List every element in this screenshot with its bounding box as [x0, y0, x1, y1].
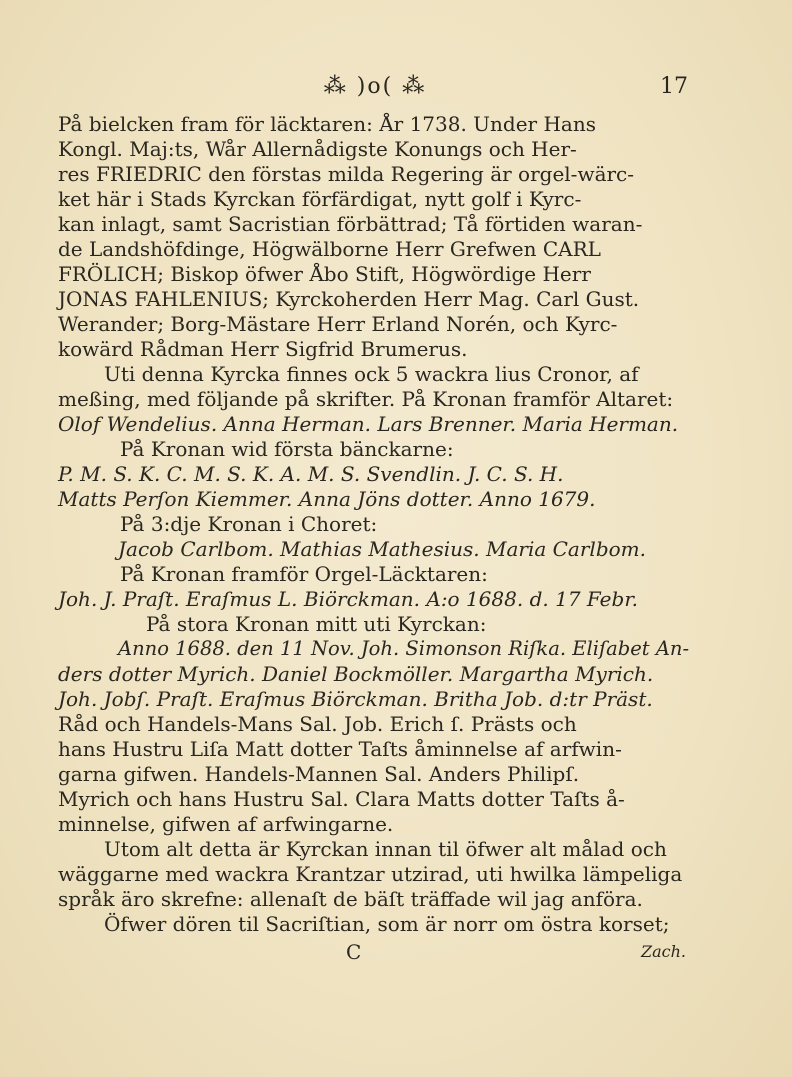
page-number: 17 — [660, 74, 688, 99]
text-line: Jacob Carlbom. Mathias Mathesius. Maria Carlbom. — [118, 537, 646, 561]
text-line: På Kronan framför Orgel-Läcktaren: — [120, 562, 488, 586]
text-line: På 3:dje Kronan i Choret: — [120, 512, 378, 536]
text-line: kowärd Rådman Herr Sigfrid Brumerus. — [58, 337, 468, 361]
text-line: JONAS FAHLENIUS; Kyrckoherden Herr Mag. Carl Gust. — [58, 287, 640, 311]
text-line: ket här i Stads Kyrckan förfärdigat, nytt golf i Kyrc- — [58, 187, 582, 211]
text-line: res FRIEDRIC den förstas milda Regering är orgel-wärc- — [58, 162, 635, 186]
text-line: På bielcken fram för läcktaren: År 1738. Under Hans — [58, 112, 596, 136]
text-line: ders dotter Myrich. Daniel Bockmöller. Margartha Myrich. — [58, 662, 654, 686]
text-line: de Landshöfdinge, Högwälborne Herr Grefwen CARL — [58, 237, 601, 261]
text-line: Uti denna Kyrcka finnes ock 5 wackra lius Cronor, af — [104, 362, 639, 386]
text-line: Olof Wendelius. Anna Herman. Lars Brenner. Maria Herman. — [58, 412, 679, 436]
text-line: Joh. J. Praſt. Eraſmus L. Biörckman. A:o 1688. d. 17 Febr. — [58, 587, 639, 611]
text-line: garna gifwen. Handels-Mannen Sal. Anders Philipſ. — [58, 762, 580, 786]
text-line: Matts Perſon Kiemmer. Anna Jöns dotter. Anno 1679. — [58, 487, 596, 511]
text-line: Öfwer dören til Sacriſtian, som är norr om östra korset; — [104, 912, 670, 936]
text-line: P. M. S. K. C. M. S. K. A. M. S. Svendlin. J. C. S. H. — [58, 462, 564, 486]
header-ornament: ⁂ )o( ⁂ — [323, 74, 427, 99]
text-line: hans Hustru Liſa Matt dotter Taſts åminnelse af arfwin- — [58, 737, 622, 761]
text-line: Kongl. Maj:ts, Wår Allernådigste Konungs och Her- — [58, 137, 577, 161]
text-line: På Kronan wid första bänckarne: — [120, 437, 454, 461]
text-line: språk äro skrefne: allenaſt de bäſt träffade wil jag anföra. — [58, 887, 643, 911]
text-line: Utom alt detta är Kyrckan innan til öfwer alt målad och — [104, 837, 667, 861]
text-line: meßing, med följande på skrifter. På Kronan framför Altaret: — [58, 387, 674, 411]
text-line: Råd och Handels-Mans Sal. Job. Erich ſ. Prästs och — [58, 712, 577, 736]
text-line: wäggarne med wackra Krantzar utzirad, uti hwilka lämpeliga — [58, 862, 683, 886]
text-line: minnelse, gifwen af arfwingarne. — [58, 812, 394, 836]
text-line: Myrich och hans Hustru Sal. Clara Matts dotter Taſts å- — [58, 787, 625, 811]
text-line: Anno 1688. den 11 Nov. Joh. Simonson Riſka. Eliſabet An- — [118, 637, 690, 660]
signature-mark: C — [346, 940, 362, 964]
text-line: FRÖLICH; Biskop öfwer Åbo Stift, Högwördige Herr — [58, 262, 591, 286]
catchword: Zach. — [640, 942, 686, 961]
page-header — [60, 72, 690, 106]
text-line: På stora Kronan mitt uti Kyrckan: — [146, 612, 487, 636]
text-line: Werander; Borg-Mästare Herr Erland Norén, och Kyrc- — [58, 312, 618, 336]
text-line: Joh. Jobſ. Praſt. Eraſmus Biörckman. Britha Job. d:tr Präst. — [58, 687, 653, 711]
text-line: kan inlagt, samt Sacristian förbättrad; Tå förtiden waran- — [58, 212, 643, 236]
